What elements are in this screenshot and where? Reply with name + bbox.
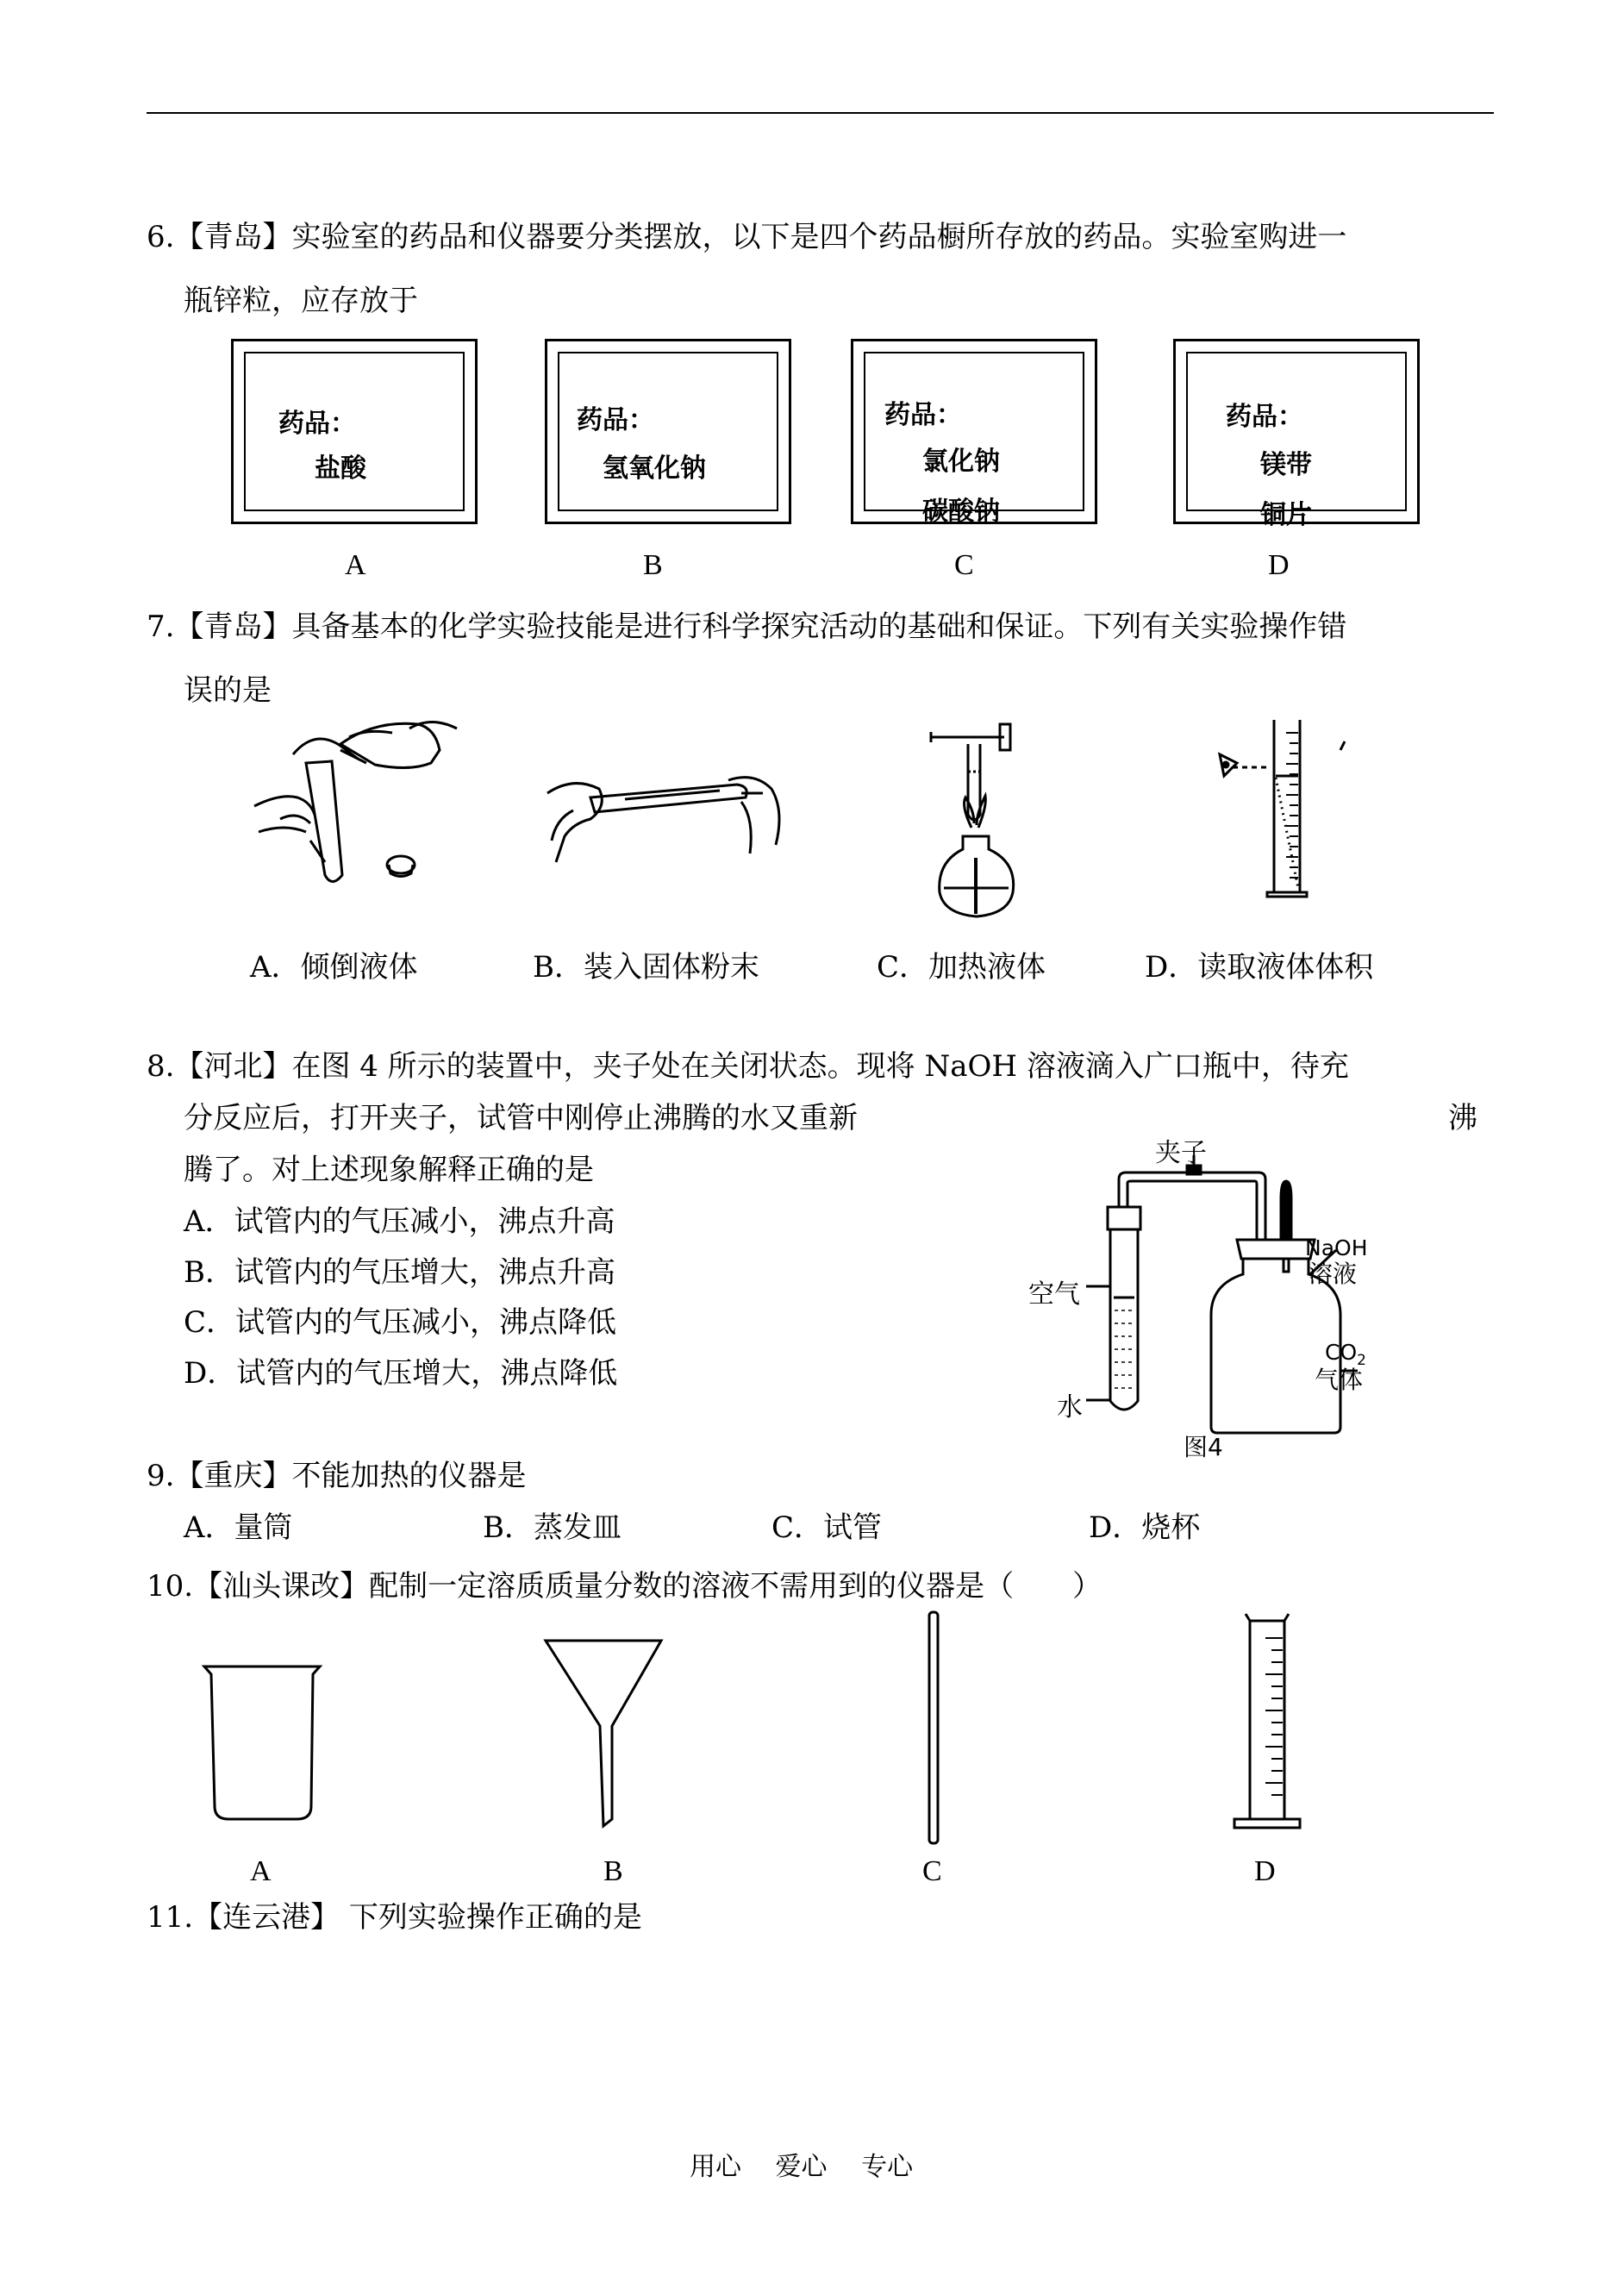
q8-line2-end: 沸 [1448, 1101, 1477, 1135]
q9-line1: 9.【重庆】不能加热的仪器是 [147, 1459, 527, 1493]
cabinet-d-title: 药品： [1226, 402, 1303, 432]
figure4-solution-label: 溶液 [1309, 1260, 1358, 1288]
figure4-co2-subscript: 2 [1357, 1352, 1366, 1369]
q8-line1: 8.【河北】在图 4 所示的装置中，夹子处在关闭状态。现将 NaOH 溶液滴入广口瓶中，待充 [147, 1049, 1349, 1084]
q9-option-b: B．蒸发皿 [483, 1510, 621, 1545]
q10-letter-c: C [922, 1855, 942, 1887]
cabinet-b-item: 氢氧化钠 [603, 453, 706, 484]
cabinet-c-title: 药品： [884, 400, 962, 430]
q9-option-d: D．烧杯 [1089, 1510, 1201, 1545]
cabinet-a [231, 339, 478, 524]
q7-option-c: C．加热液体 [877, 950, 1046, 985]
adding-powder-illustration [539, 759, 789, 871]
cabinet-d-item2: 铜片 [1260, 500, 1312, 530]
funnel-illustration [543, 1638, 664, 1828]
q6-line2: 瓶锌粒，应存放于 [184, 284, 418, 318]
q11-line1: 11.【连云港】 下列实验操作正确的是 [147, 1900, 642, 1935]
cabinet-d-item1: 镁带 [1260, 450, 1312, 480]
reading-volume-illustration [1207, 716, 1362, 910]
cabinet-b-title: 药品： [577, 405, 654, 435]
cabinet-d [1173, 339, 1420, 530]
cabinet-c-letter: C [954, 549, 974, 581]
figure4-caption: 图4 [1184, 1433, 1223, 1461]
cabinet-a-item: 盐酸 [315, 453, 366, 484]
figure4-water-label: 水 [1057, 1392, 1083, 1423]
figure4-gas-label: 气体 [1315, 1366, 1364, 1394]
graduated-cylinder-illustration [1224, 1612, 1310, 1836]
q8-line3: 腾了。对上述现象解释正确的是 [184, 1153, 594, 1187]
q8-option-a: A．试管内的气压减小，沸点升高 [184, 1204, 615, 1239]
pouring-liquid-illustration [246, 711, 461, 892]
cabinet-a-title: 药品： [278, 409, 356, 439]
q10-letter-a: A [250, 1855, 272, 1887]
q7-option-d: D．读取液体体积 [1145, 950, 1374, 985]
figure4-naoh-label: NaOH [1305, 1235, 1368, 1260]
q8-option-b: B．试管内的气压增大，沸点升高 [184, 1255, 615, 1290]
heating-liquid-illustration [927, 720, 1030, 922]
figure4-clamp-label: 夹子 [1155, 1138, 1207, 1168]
q7-line1: 7.【青岛】具备基本的化学实验技能是进行科学探究活动的基础和保证。下列有关实验操作错 [147, 610, 1347, 644]
q9-option-c: C．试管 [771, 1510, 883, 1545]
cabinet-c-item2: 碳酸钠 [922, 497, 1000, 527]
q10-line1: 10.【汕头课改】配制一定溶质质量分数的溶液不需用到的仪器是（ ） [147, 1569, 1102, 1604]
q6-line1: 6.【青岛】实验室的药品和仪器要分类摆放，以下是四个药品橱所存放的药品。实验室购进一 [147, 220, 1347, 254]
q8-option-d: D．试管内的气压增大，沸点降低 [184, 1356, 618, 1391]
q7-option-a: A．倾倒液体 [250, 950, 418, 985]
figure4-co2-text: CO [1325, 1340, 1358, 1365]
cabinet-d-letter: D [1268, 549, 1290, 581]
header-rule [147, 112, 1494, 114]
cabinet-b [545, 339, 791, 524]
figure4-air-label: 空气 [1028, 1279, 1080, 1310]
q10-letter-d: D [1254, 1855, 1276, 1887]
cabinet-c [851, 339, 1097, 527]
cabinet-b-letter: B [643, 549, 663, 581]
beaker-illustration [203, 1664, 323, 1823]
q7-option-b: B．装入固体粉末 [533, 950, 759, 985]
q9-option-a: A．量筒 [184, 1510, 293, 1545]
page-footer: 用心 爱心 专心 [690, 2152, 914, 2182]
q8-option-c: C．试管内的气压减小，沸点降低 [184, 1305, 617, 1340]
q10-letter-b: B [603, 1855, 623, 1887]
glass-rod-illustration [927, 1610, 940, 1845]
cabinet-a-letter: A [345, 549, 366, 581]
q7-line2: 误的是 [184, 673, 272, 708]
q8-line2: 分反应后，打开夹子，试管中刚停止沸腾的水又重新 [184, 1101, 858, 1135]
cabinet-c-item1: 氯化钠 [922, 447, 1000, 477]
